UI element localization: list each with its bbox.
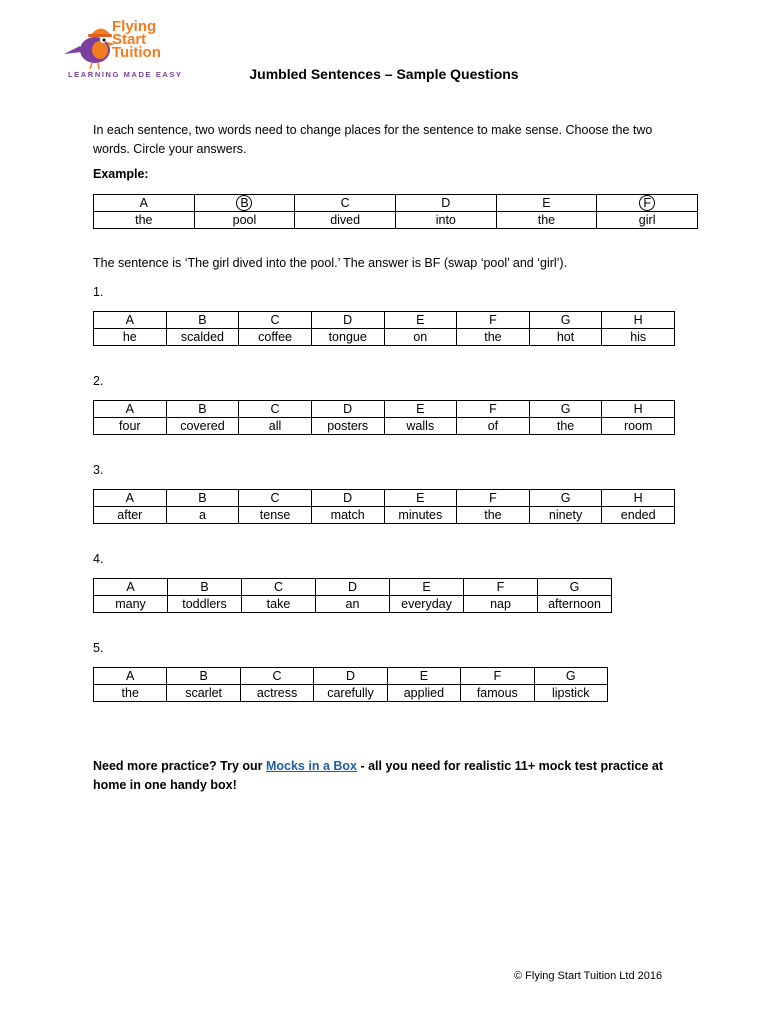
letter-row bbox=[94, 490, 675, 507]
word-cell: the bbox=[457, 507, 530, 524]
letter-cell[interactable]: E bbox=[384, 401, 457, 418]
question-number: 4. bbox=[93, 552, 104, 566]
letter-cell[interactable]: D bbox=[314, 668, 387, 685]
question-number: 2. bbox=[93, 374, 104, 388]
word-cell: the bbox=[496, 212, 597, 229]
word-cell: applied bbox=[387, 685, 460, 702]
word-cell: the bbox=[457, 329, 530, 346]
letter-cell[interactable]: C bbox=[239, 490, 312, 507]
question-table bbox=[93, 400, 675, 435]
word-row bbox=[94, 212, 698, 229]
letter-row bbox=[94, 579, 612, 596]
letter-cell[interactable]: G bbox=[529, 312, 602, 329]
word-cell: coffee bbox=[239, 329, 312, 346]
word-cell: pool bbox=[194, 212, 295, 229]
word-cell: on bbox=[384, 329, 457, 346]
letter-cell[interactable]: C bbox=[239, 401, 312, 418]
brand-name-line2: Start bbox=[112, 31, 147, 48]
letter-cell[interactable]: H bbox=[602, 490, 675, 507]
letter-cell[interactable]: C bbox=[242, 579, 316, 596]
word-cell: girl bbox=[597, 212, 698, 229]
word-cell: scarlet bbox=[167, 685, 240, 702]
letter-row bbox=[94, 195, 698, 212]
letter-cell[interactable]: B bbox=[168, 579, 242, 596]
letter-cell: C bbox=[295, 195, 396, 212]
word-cell: covered bbox=[166, 418, 239, 435]
letter-cell bbox=[597, 195, 698, 212]
word-cell: carefully bbox=[314, 685, 387, 702]
letter-cell[interactable]: D bbox=[311, 401, 384, 418]
letter-cell[interactable]: G bbox=[538, 579, 612, 596]
word-cell: scalded bbox=[166, 329, 239, 346]
letter-cell[interactable]: F bbox=[457, 312, 530, 329]
word-cell: his bbox=[602, 329, 675, 346]
word-cell: the bbox=[529, 418, 602, 435]
letter-cell[interactable]: G bbox=[529, 401, 602, 418]
word-cell: posters bbox=[311, 418, 384, 435]
letter-cell[interactable]: D bbox=[311, 490, 384, 507]
word-cell: hot bbox=[529, 329, 602, 346]
word-cell: actress bbox=[240, 685, 313, 702]
letter-row bbox=[94, 401, 675, 418]
letter-cell[interactable]: F bbox=[464, 579, 538, 596]
question-number: 1. bbox=[93, 285, 104, 299]
word-cell: an bbox=[316, 596, 390, 613]
letter-cell[interactable]: D bbox=[311, 312, 384, 329]
brand-name-line1: Flying bbox=[112, 18, 157, 35]
letter-cell[interactable]: A bbox=[94, 668, 167, 685]
word-cell: everyday bbox=[390, 596, 464, 613]
letter-cell[interactable]: A bbox=[94, 490, 167, 507]
letter-cell[interactable]: F bbox=[457, 490, 530, 507]
letter-row bbox=[94, 312, 675, 329]
letter-cell[interactable]: F bbox=[461, 668, 534, 685]
letter-cell[interactable]: H bbox=[602, 401, 675, 418]
question-table bbox=[93, 489, 675, 524]
word-cell: the bbox=[94, 212, 195, 229]
letter-cell[interactable]: B bbox=[166, 490, 239, 507]
question-number: 5. bbox=[93, 641, 104, 655]
word-row bbox=[94, 596, 612, 613]
mocks-in-a-box-link[interactable]: Mocks in a Box bbox=[265, 759, 357, 773]
letter-cell[interactable]: C bbox=[239, 312, 312, 329]
word-cell: a bbox=[166, 507, 239, 524]
letter-cell: E bbox=[496, 195, 597, 212]
question-table bbox=[93, 311, 675, 346]
letter-cell[interactable]: H bbox=[602, 312, 675, 329]
word-cell: four bbox=[94, 418, 167, 435]
word-cell: afternoon bbox=[538, 596, 612, 613]
letter-cell[interactable]: B bbox=[167, 668, 240, 685]
brand-name-line3: Tuition bbox=[112, 44, 161, 61]
instructions: In each sentence, two words need to change places for the sentence to make sense. Choose the two words. Circle your answers. bbox=[93, 123, 653, 156]
word-cell: walls bbox=[384, 418, 457, 435]
word-row bbox=[94, 418, 675, 435]
word-cell: ended bbox=[602, 507, 675, 524]
example-explanation: The sentence is ‘The girl dived into the pool.’ The answer is BF (swap ‘pool’ and ‘girl’). bbox=[93, 256, 568, 270]
question-table bbox=[93, 578, 612, 613]
example-label: Example: bbox=[93, 167, 149, 181]
letter-cell: D bbox=[395, 195, 496, 212]
letter-cell bbox=[194, 195, 295, 212]
word-cell: all bbox=[239, 418, 312, 435]
answer-circle: B bbox=[236, 195, 252, 211]
word-cell: dived bbox=[295, 212, 396, 229]
word-cell: toddlers bbox=[168, 596, 242, 613]
letter-row bbox=[94, 668, 608, 685]
page-title: Jumbled Sentences – Sample Questions bbox=[249, 66, 519, 82]
promo-text bbox=[93, 757, 683, 795]
word-cell: he bbox=[94, 329, 167, 346]
promo-suffix: - all you need for realistic 11+ mock test practice at home in one handy box! bbox=[93, 759, 664, 792]
copyright: © Flying Start Tuition Ltd 2016 bbox=[514, 970, 663, 982]
letter-cell[interactable]: C bbox=[240, 668, 313, 685]
brand-tagline: LEARNING MADE EASY bbox=[68, 70, 183, 79]
letter-cell[interactable]: E bbox=[390, 579, 464, 596]
question-number: 3. bbox=[93, 463, 104, 477]
word-cell: into bbox=[395, 212, 496, 229]
answer-circle: F bbox=[639, 195, 655, 211]
word-cell: tongue bbox=[311, 329, 384, 346]
word-cell: tense bbox=[239, 507, 312, 524]
word-cell: after bbox=[94, 507, 167, 524]
word-row bbox=[94, 507, 675, 524]
letter-cell[interactable]: E bbox=[387, 668, 460, 685]
question-table bbox=[93, 667, 608, 702]
letter-cell[interactable]: B bbox=[166, 312, 239, 329]
word-cell: ninety bbox=[529, 507, 602, 524]
letter-cell[interactable]: G bbox=[534, 668, 607, 685]
promo-prefix: Need more practice? Try our bbox=[93, 759, 266, 773]
word-cell: room bbox=[602, 418, 675, 435]
letter-cell: A bbox=[94, 195, 195, 212]
letter-cell[interactable]: D bbox=[316, 579, 390, 596]
letter-cell[interactable]: A bbox=[94, 579, 168, 596]
letter-cell[interactable]: E bbox=[384, 312, 457, 329]
example-table bbox=[93, 194, 698, 229]
word-row bbox=[94, 329, 675, 346]
word-cell: minutes bbox=[384, 507, 457, 524]
word-cell: of bbox=[457, 418, 530, 435]
letter-cell[interactable]: A bbox=[94, 401, 167, 418]
letter-cell[interactable]: B bbox=[166, 401, 239, 418]
letter-cell[interactable]: E bbox=[384, 490, 457, 507]
word-cell: take bbox=[242, 596, 316, 613]
word-cell: famous bbox=[461, 685, 534, 702]
word-cell: match bbox=[311, 507, 384, 524]
word-cell: many bbox=[94, 596, 168, 613]
letter-cell[interactable]: F bbox=[457, 401, 530, 418]
word-cell: the bbox=[94, 685, 167, 702]
letter-cell[interactable]: G bbox=[529, 490, 602, 507]
word-cell: lipstick bbox=[534, 685, 607, 702]
word-cell: nap bbox=[464, 596, 538, 613]
letter-cell[interactable]: A bbox=[94, 312, 167, 329]
word-row bbox=[94, 685, 608, 702]
